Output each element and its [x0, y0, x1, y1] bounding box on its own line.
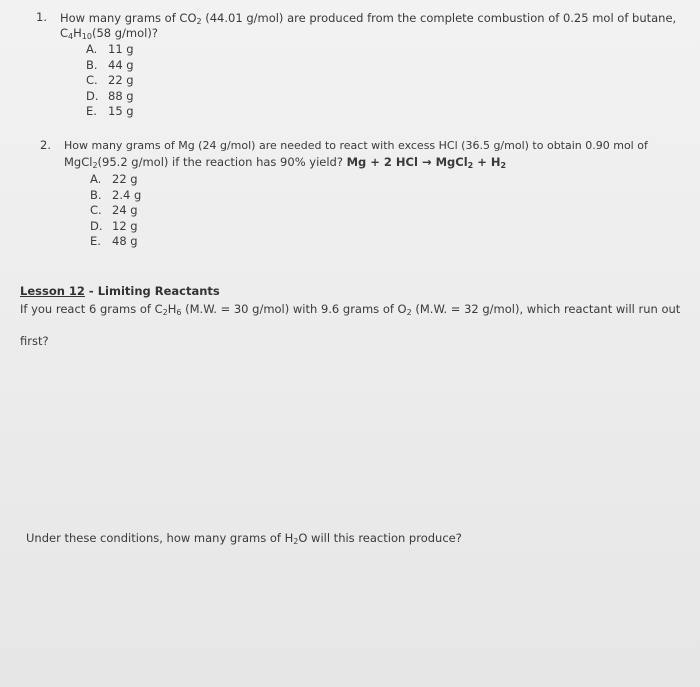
- answer-option[interactable]: D. 12 g: [90, 218, 138, 233]
- limiting-question-line2: first?: [20, 334, 49, 348]
- answer-option[interactable]: B. 44 g: [86, 57, 134, 72]
- water-question: Under these conditions, how many grams of $H_2O$ will this reaction produce?: [26, 531, 462, 546]
- answer-option[interactable]: C. 22 g: [86, 73, 134, 87]
- question-1-text: How many grams of $CO_2$ (44.01 g/mol) are produced from the complete combustion of 0.25 mol of butane,: [60, 11, 677, 26]
- question-1-number: 1.: [36, 10, 47, 24]
- question-2-text: How many grams of Mg (24 g/mol) are needed to react with excess HCl (36.5 g/mol) to obtain 0.90 mol of: [64, 139, 648, 152]
- answer-option[interactable]: B. 2.4 g: [90, 187, 142, 202]
- answer-option[interactable]: E. 15 g: [86, 104, 134, 118]
- answer-option[interactable]: E. 48 g: [90, 234, 138, 248]
- question-2-number: 2.: [40, 138, 51, 152]
- question-1-options: [86, 42, 134, 120]
- lesson-title: - Limiting Reactants: [84, 284, 220, 298]
- limiting-question: If you react 6 grams of $C_2H_6$ (M.W. = 30 g/mol) with 9.6 grams of $O_2$ (M.W. = 32 g/mol), which reactant will run out: [20, 302, 681, 317]
- lesson-label: Lesson 12: [20, 284, 85, 298]
- question-2-text-line2: MgCl$_2$(95.2 g/mol) if the reaction has 90% yield? Mg + 2 HCl → MgCl$_2$ + $H_2$: [64, 155, 507, 170]
- answer-option[interactable]: A. 11 g: [86, 42, 134, 56]
- answer-option[interactable]: C. 24 g: [90, 203, 138, 217]
- lesson-heading: [20, 284, 220, 298]
- question-2-options: [90, 172, 141, 250]
- answer-option[interactable]: D. 88 g: [86, 88, 134, 103]
- question-1-text-line2: $C_4H_{10}(58$ g/mol)?: [60, 26, 158, 41]
- answer-option[interactable]: A. 22 g: [90, 172, 138, 186]
